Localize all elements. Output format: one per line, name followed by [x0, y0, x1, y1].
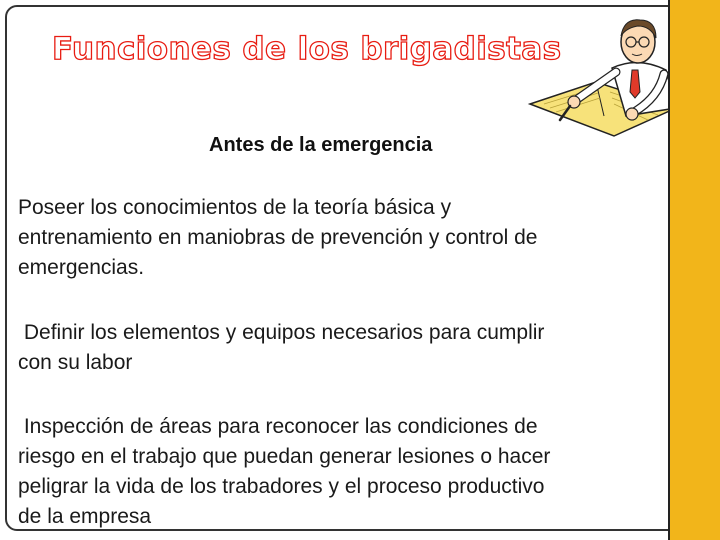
- section-subtitle: Antes de la emergencia: [209, 134, 433, 156]
- slide-title: Funciones de los brigadistas: [52, 31, 562, 67]
- side-accent-bar: [668, 0, 720, 540]
- function-item-2: Definir los elementos y equipos necesarios para cumplir con su labor: [18, 321, 545, 374]
- function-item-3: Inspección de áreas para reconocer las condiciones de riesgo en el trabajo que puedan generar lesiones o hacer peligrar la vida de los trabadores y el proceso productivo de la empresa: [18, 415, 551, 528]
- function-item-1: Poseer los conocimientos de la teoría básica y entrenamiento en maniobras de prevención y control de emergencias.: [18, 196, 538, 279]
- man-writing-icon: [526, 12, 686, 140]
